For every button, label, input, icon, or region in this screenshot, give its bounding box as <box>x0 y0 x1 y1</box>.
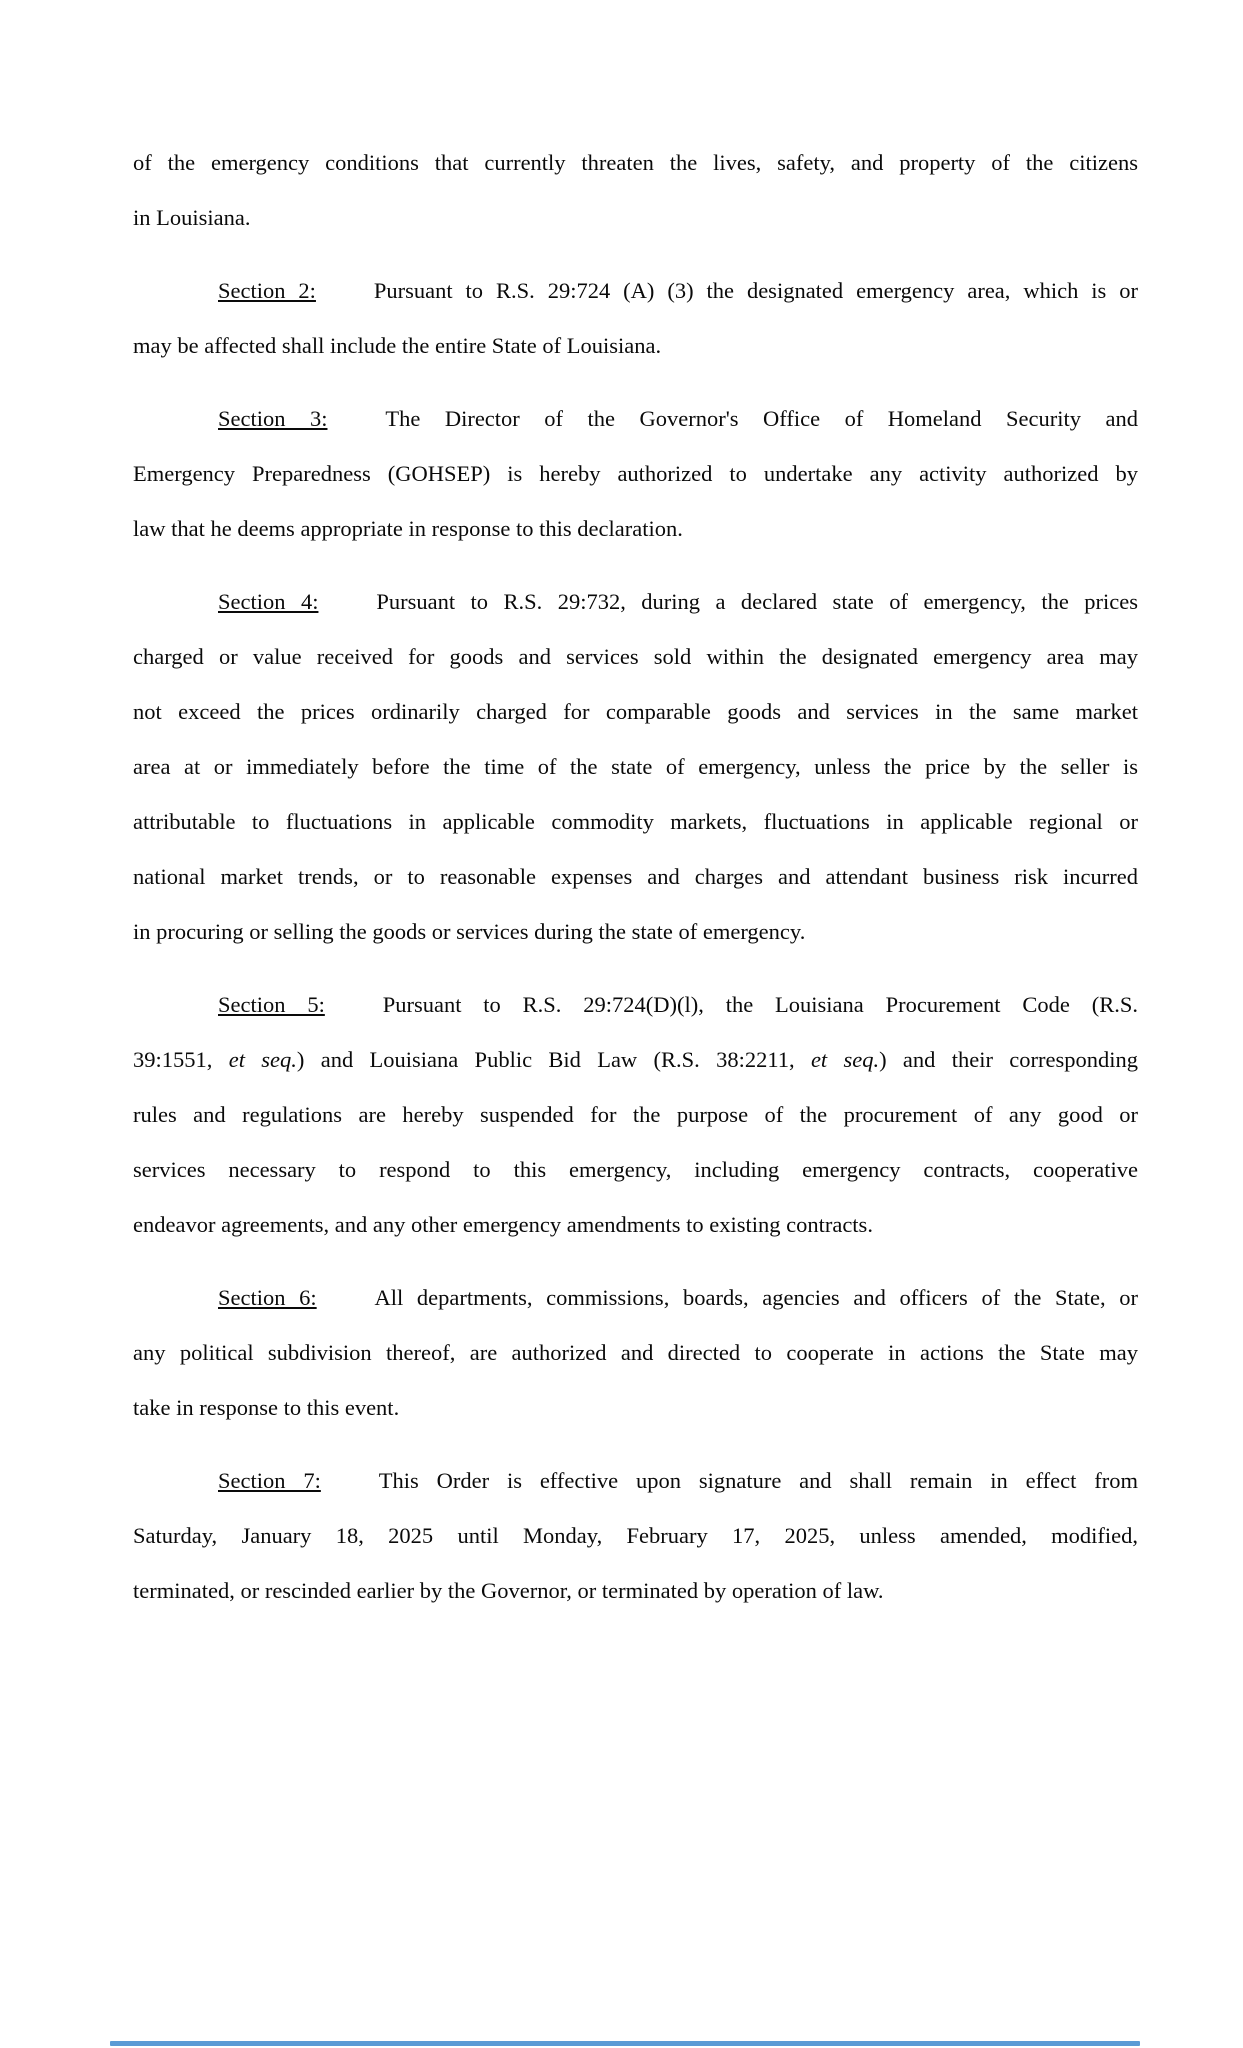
document-line: Saturday, January 18, 2025 until Monday, February 17, 2025, unless amended, modified, <box>133 1523 1138 1548</box>
document-line: any political subdivision thereof, are authorized and directed to cooperate in actions the State may <box>133 1340 1138 1365</box>
document-line: 39:1551, et seq.) and Louisiana Public Bid Law (R.S. 38:2211, et seq.) and their corresponding <box>133 1047 1139 1072</box>
document-paragraph <box>133 263 1138 373</box>
document-line: in procuring or selling the goods or services during the state of emergency. <box>133 919 806 944</box>
document-line: law that he deems appropriate in response to this declaration. <box>133 516 683 541</box>
document-line: Section 7: This Order is effective upon signature and shall remain in effect from <box>218 1468 1138 1493</box>
document-line: national market trends, or to reasonable expenses and charges and attendant business risk incurred <box>133 864 1138 889</box>
section-label: Section 4: <box>218 589 319 614</box>
document-line: services necessary to respond to this emergency, including emergency contracts, cooperative <box>133 1157 1138 1182</box>
document-line: terminated, or rescinded earlier by the Governor, or terminated by operation of law. <box>133 1578 884 1603</box>
document-line: Section 5: Pursuant to R.S. 29:724(D)(l), the Louisiana Procurement Code (R.S. <box>218 992 1138 1017</box>
document-line: of the emergency conditions that currently threaten the lives, safety, and property of the citizens <box>133 150 1138 175</box>
document-paragraph <box>133 391 1138 556</box>
document-line: not exceed the prices ordinarily charged for comparable goods and services in the same market <box>133 699 1138 724</box>
document-line: Emergency Preparedness (GOHSEP) is hereby authorized to undertake any activity authorized by <box>133 461 1138 486</box>
document-line: Section 4: Pursuant to R.S. 29:732, during a declared state of emergency, the prices <box>218 589 1138 614</box>
document-paragraph <box>133 135 1138 245</box>
document-paragraph <box>133 1270 1138 1435</box>
section-label: Section 6: <box>218 1285 317 1310</box>
footer-bar <box>110 2041 1140 2046</box>
document-line: may be affected shall include the entire State of Louisiana. <box>133 333 662 358</box>
document-line: in Louisiana. <box>133 205 251 230</box>
document-line: rules and regulations are hereby suspended for the purpose of the procurement of any good or <box>133 1102 1138 1127</box>
section-label: Section 7: <box>218 1468 321 1493</box>
document-paragraph <box>133 1453 1138 1618</box>
document-paragraph <box>133 574 1138 959</box>
document-line: charged or value received for goods and services sold within the designated emergency area may <box>133 644 1138 669</box>
section-label: Section 2: <box>218 278 316 303</box>
document-line: endeavor agreements, and any other emergency amendments to existing contracts. <box>133 1212 873 1237</box>
document-line: take in response to this event. <box>133 1395 400 1420</box>
document-line: Section 6: All departments, commissions, boards, agencies and officers of the State, or <box>218 1285 1138 1310</box>
document-line: area at or immediately before the time of the state of emergency, unless the price by the seller is <box>133 754 1138 779</box>
section-label: Section 5: <box>218 992 325 1017</box>
document-line: Section 3: The Director of the Governor's Office of Homeland Security and <box>218 406 1138 431</box>
document-paragraph <box>133 977 1138 1252</box>
document-body <box>133 135 1138 1636</box>
section-label: Section 3: <box>218 406 328 431</box>
document-line: attributable to fluctuations in applicable commodity markets, fluctuations in applicable regional or <box>133 809 1138 834</box>
document-line: Section 2: Pursuant to R.S. 29:724 (A) (3) the designated emergency area, which is or <box>218 278 1139 303</box>
